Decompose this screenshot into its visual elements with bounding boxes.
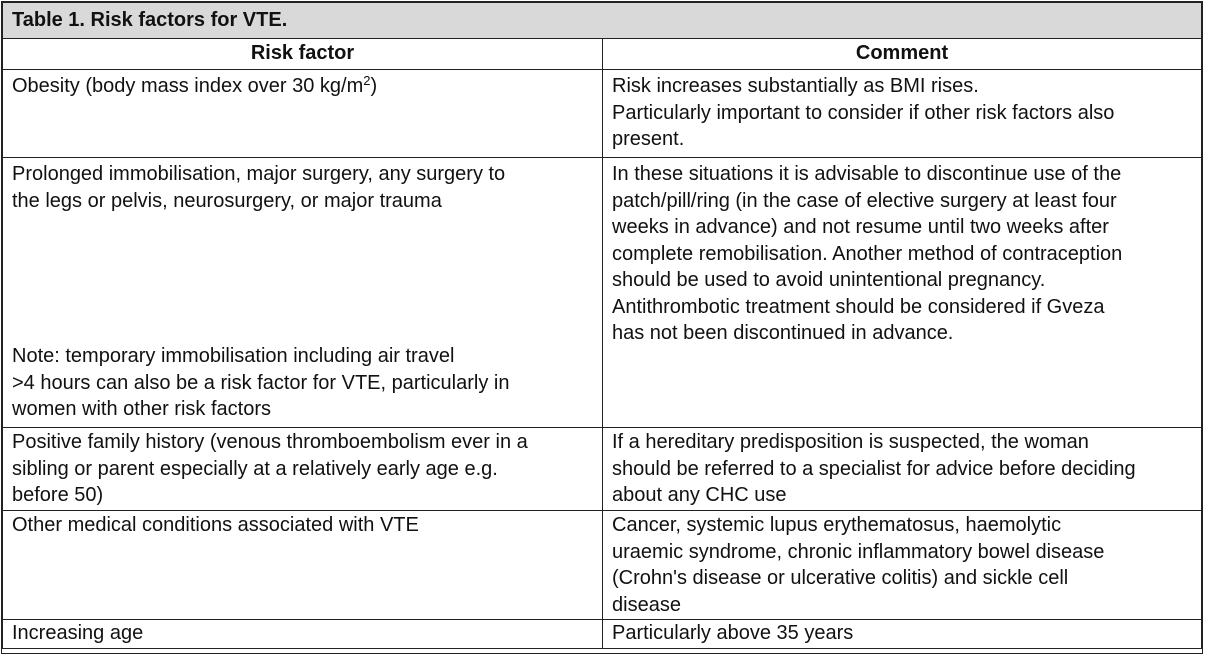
comment-line: If a hereditary predisposition is suspected, the woman (612, 431, 1089, 453)
risk-factor-cell (3, 428, 603, 511)
table-row (3, 620, 1202, 649)
table-row (3, 158, 1202, 428)
comment-line: Risk increases substantially as BMI rises. (612, 75, 979, 97)
note-line: women with other risk factors (12, 398, 271, 420)
comment-line: present. (612, 128, 685, 150)
header-risk-factor: Risk factor (3, 39, 603, 70)
header-comment: Comment (603, 39, 1202, 70)
comment-line: has not been discontinued in advance. (612, 322, 954, 344)
risk-factor-line: before 50) (12, 484, 104, 506)
comment-line: should be used to avoid unintentional pregnancy. (612, 269, 1046, 291)
comment-line: Particularly above 35 years (612, 622, 854, 644)
comment-cell (603, 158, 1202, 428)
note-line: >4 hours can also be a risk factor for VTE, particularly in (12, 371, 510, 394)
comment-cell (603, 620, 1202, 649)
risk-factor-line: Prolonged immobilisation, major surgery, any surgery to (12, 163, 506, 185)
risk-factor-cell (3, 158, 603, 428)
table-grid (2, 2, 1202, 649)
risk-factor-line: Increasing age (12, 622, 144, 644)
table-row (3, 428, 1202, 511)
comment-line: uraemic syndrome, chronic inflammatory bowel disease (612, 540, 1105, 563)
comment-line: disease (612, 593, 681, 616)
comment-cell (603, 428, 1202, 511)
immobilisation-note (12, 343, 593, 423)
risk-factor-cell (3, 620, 603, 649)
risk-factor-text: Obesity (body mass index over 30 kg/m (12, 75, 364, 97)
note-line: Note: temporary immobilisation including air travel (12, 345, 455, 367)
comment-line: complete remobilisation. Another method of contraception (612, 242, 1123, 265)
risk-factor-cell (3, 70, 603, 158)
table-row (3, 70, 1202, 158)
comment-line: (Crohn's disease or ulcerative colitis) and sickle cell (612, 567, 1069, 589)
risk-factor-line: Other medical conditions associated with VTE (12, 514, 419, 536)
risk-factor-line: Positive family history (venous thromboembolism ever in a (12, 431, 528, 453)
risk-factor-line: sibling or parent especially at a relatively early age e.g. (12, 457, 498, 480)
table-caption: Table 1. Risk factors for VTE. (3, 3, 1202, 39)
comment-line: weeks in advance) and not resume until two weeks after (612, 216, 1109, 238)
table-row (3, 511, 1202, 620)
risk-factors-table (1, 1, 1203, 654)
comment-line: should be referred to a specialist for advice before deciding (612, 457, 1136, 480)
comment-line: patch/pill/ring (in the case of elective surgery at least four (612, 189, 1117, 212)
comment-line: Particularly important to consider if other risk factors also (612, 101, 1115, 124)
comment-cell (603, 70, 1202, 158)
comment-line: Antithrombotic treatment should be considered if Gveza (612, 295, 1105, 318)
superscript: 2 (363, 73, 371, 88)
comment-line: about any CHC use (612, 484, 787, 506)
comment-cell (603, 511, 1202, 620)
risk-factor-text-end: ) (370, 75, 378, 97)
comment-line: In these situations it is advisable to discontinue use of the (612, 163, 1122, 185)
comment-line: Cancer, systemic lupus erythematosus, haemolytic (612, 514, 1062, 536)
risk-factor-cell (3, 511, 603, 620)
risk-factor-line: the legs or pelvis, neurosurgery, or major trauma (12, 189, 442, 212)
